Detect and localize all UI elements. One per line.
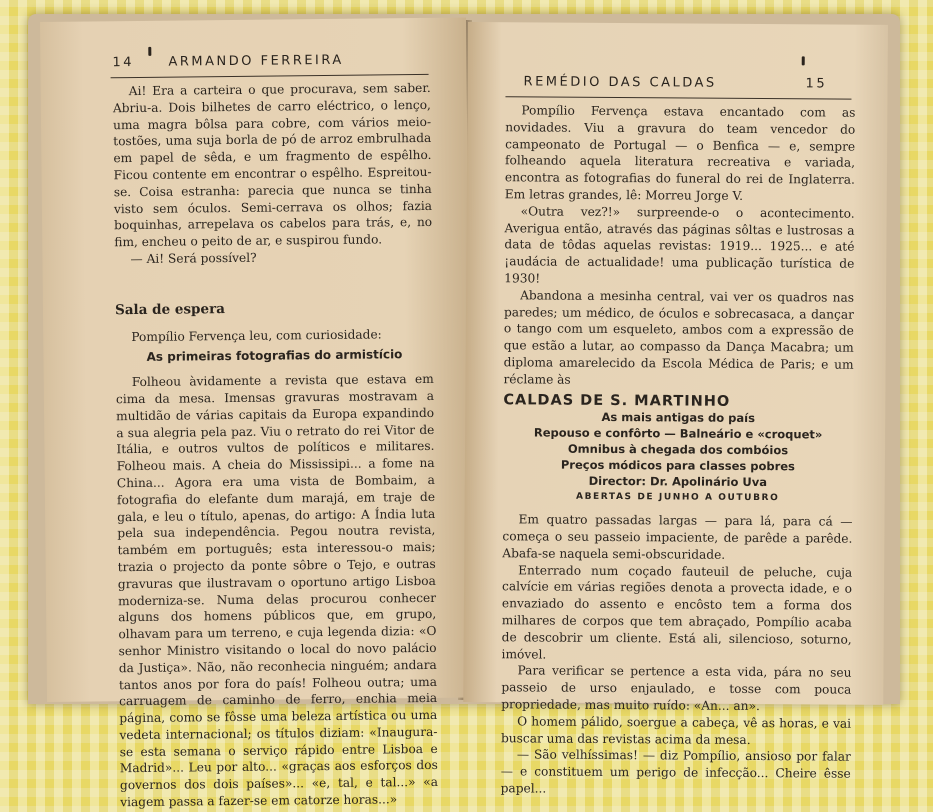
running-head: ARMANDO FERREIRA <box>168 52 344 70</box>
page-number: 15 <box>805 76 828 92</box>
left-page-text <box>113 80 439 811</box>
ad-line: Director: Dr. Apolinário Uva <box>588 474 768 490</box>
ink-mark <box>802 56 805 65</box>
paragraph: Pompílio Fervença leu, com curiosidade: <box>131 327 382 344</box>
ad-line: Repouso e confôrto — Balneário e «croquet» <box>533 425 823 442</box>
ad-line: Omnibus à chegada dos combóios <box>567 442 789 458</box>
ad-title: CALDAS DE S. MARTINHO <box>503 391 731 410</box>
headline: As primeiras fotografias do armistício <box>146 347 403 365</box>
right-page <box>463 22 888 796</box>
right-page-header <box>467 74 887 97</box>
paragraph: Ai! Era a carteira o que procurava, sem saber. Abriu-a. Dois bilhetes de carro eléctrico, o lenço, uma magra bôlsa para cobre, com vários meio-tostões, uma suja borla de pó de arroz embrulhada em papel de sêda, e um fragmento de espêlho. Ficou contente em encontrar o espêlho. Espreitou-se. Coisa estranha: parecia que nunca se tinha visto sem óculos. Semi-cerrava os olhos; fazia boquinhas, arrepelava os cabelos para trás, e, no fim, encheu o peito de ar, e suspirou fundo. <box>112 80 433 250</box>
header-rule <box>505 96 851 99</box>
right-page-text <box>501 102 856 799</box>
paragraph: O homem pálido, soergue a cabeça, vê as horas, e vai buscar uma das revistas acima da mesa. <box>500 714 852 747</box>
paragraph: Enterrado num coçado fauteuil de peluche, cuja calvície em várias regiões denota a provecta idade, e o envaziado do assento e encôsto tem a forma dos milhares de corpos que tem abraçado, Pompílio acaba de descobrir um cliente. Está ali, silencioso, soturno, imóvel. <box>501 562 853 662</box>
paragraph: Para verificar se pertence a esta vida, pára no seu passeio de urso enjaulado, e tosse com pouca propriedade, mas muito ruído: «An... an». <box>501 663 852 713</box>
ad-line: ABERTAS DE JUNHO A OUTUBRO <box>575 492 780 504</box>
paragraph: Pompílio Fervença estava encantado com as novidades. Viu a gravura do team vencedor do campeonato de Portugal — o Benfica — e, sempre folheando aquela literatura recreativa e variada, encontra as fotografias do funeral do rei de Inglaterra. Em letras grandes, lê: Morreu Jorge V. <box>504 103 856 203</box>
paragraph: Folheou àvidamente a revista que estava em cima da mesa. Imensas gravuras mostravam a multidão de várias capitais da Europa expandindo a sua alegria pela paz. Viu o retrato do rei Vitor de Itália, e outros vultos de políticos e militares. Folheou mais. A cheia do Mississipi... a fome na China... Agora era uma vista de Bombaim, a fotografia do elefante dum marajá, em traje de gala, e leu o título, apenas, do artigo: A Índia luta pela sua independência. Pegou noutra revista, também em português; esta interessou-o mais; trazia o projecto da ponte sôbre o Tejo, e outras gravuras que ilustravam o oportuno artigo Lisboa moderniza-se. Numa delas procurou conhecer alguns dos homens públicos que, em grupo, olhavam para um terreno, e cuja legenda dizia: «O senhor Ministro visitando o local do novo palácio da Justiça». Não, não reconhecia ninguém; andara tantos anos por fora do país! Folheou outra; uma carruagem de caminho de ferro, enchia meia página, como se fôsse uma beleza artística ou uma vedeta internacional; os títulos diziam: «Inaugura-se esta semana o serviço rápido entre Lisboa e Madrid»... Leu por alto... «graças aos esforços dos governos dos dois países»... «e, tal, e tal...» «a viagem passa a fazer-se em catorze horas...» <box>115 372 439 810</box>
ad-line: As mais antigas do país <box>601 410 756 426</box>
paragraph: Abandona a mesinha central, vai ver os quadros nas paredes; um médico, de óculos e sobrecasaca, a dançar o tango com um esqueleto, ambos com a expressão de que estão a lutar, ao compasso da Dança Macabra; um diploma amarelecido da Escola Médica de Paris; e um réclame às <box>503 288 855 387</box>
ad-line: Preços módicos para classes pobres <box>560 458 795 474</box>
running-head: REMÉDIO DAS CALDAS <box>523 74 717 91</box>
left-page-header <box>40 52 466 76</box>
section-title: Sala de espera <box>114 300 225 318</box>
paragraph: Em quatro passadas largas — para lá, para cá — começa o seu passeio impaciente, de parêde a parêde. Abafa-se naquela semi-obscuridade. <box>502 512 853 562</box>
paragraph: «Outra vez?!» surpreende-o o acontecimento. Averigua então, através das páginas sôltas e lustrosas a data de tôdas aquelas revistas: 1919... 1925... e até ¡audácia de actualidade! uma publicação turística de 1930! <box>504 204 855 286</box>
paragraph: — Ai! Será possível? <box>130 250 257 267</box>
left-page <box>40 18 473 810</box>
paragraph: — São velhíssimas! — diz Pompílio, ansioso por falar — e constituem um perigo de infecção... Cheire êsse papel... <box>500 747 851 796</box>
page-number: 14 <box>112 55 135 71</box>
